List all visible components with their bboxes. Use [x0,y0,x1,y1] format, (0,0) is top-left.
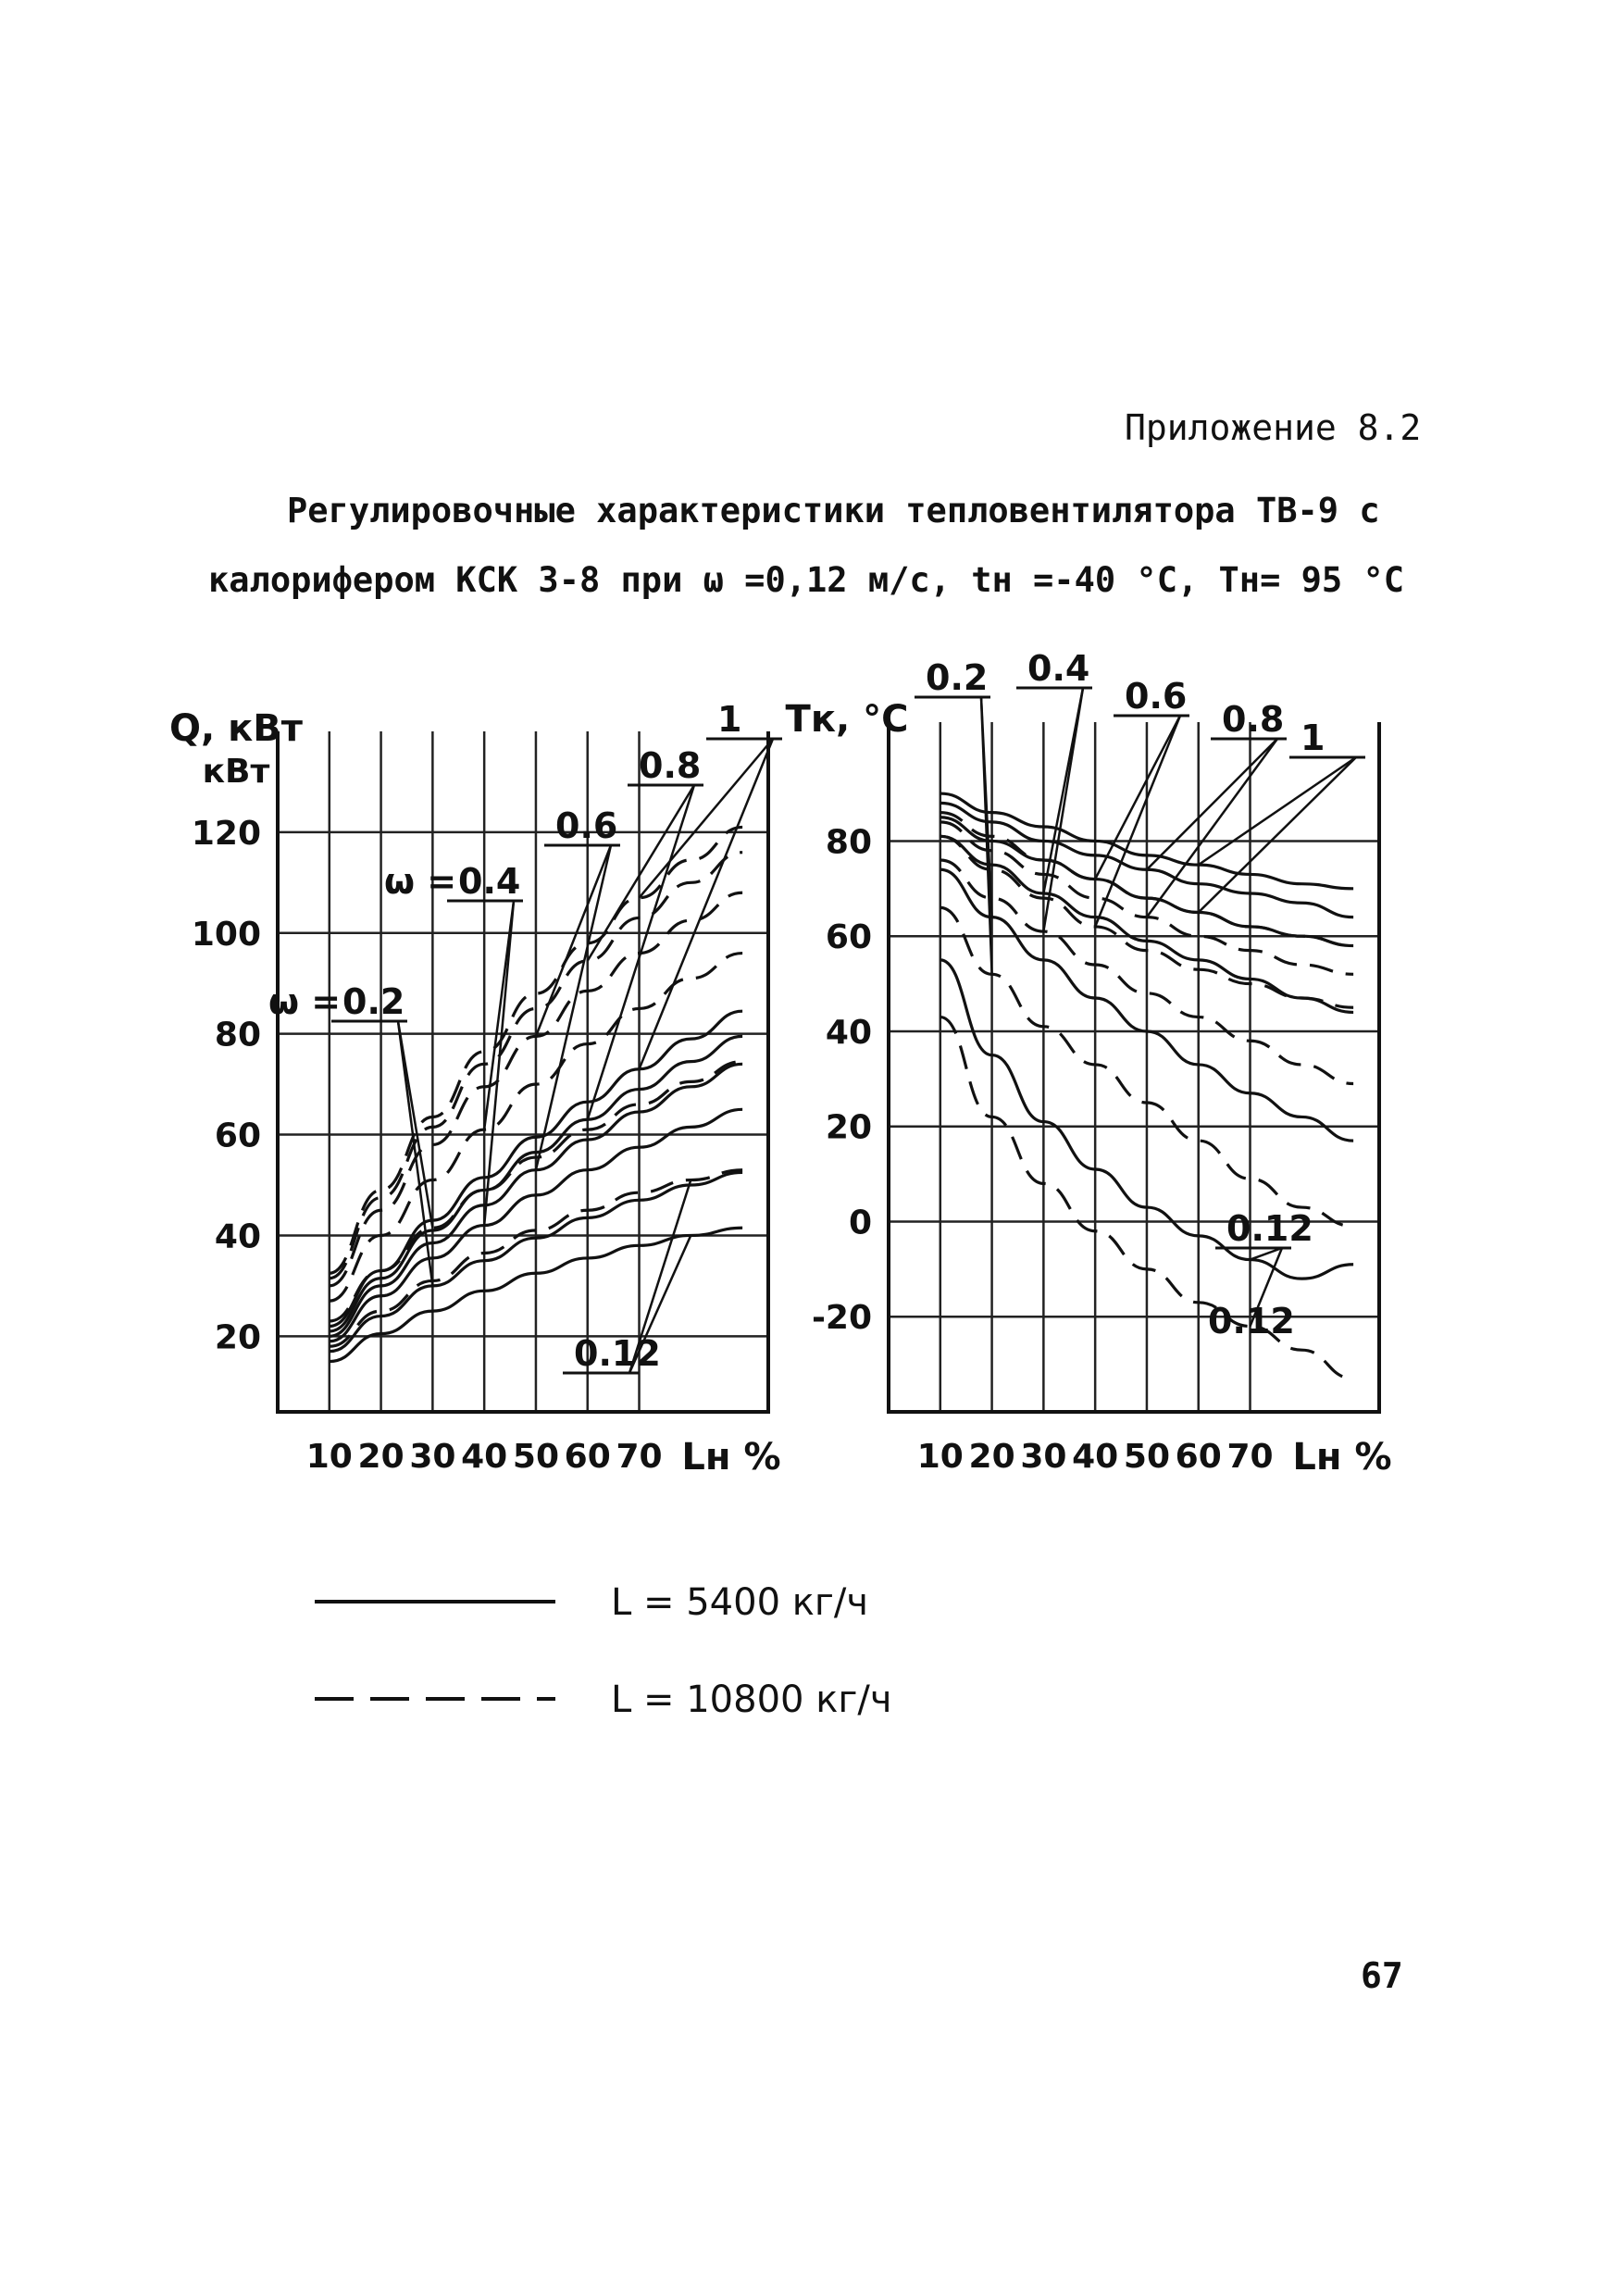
y-tick-label: 60 [825,918,872,957]
x-tick-label: 50 [512,1438,560,1476]
annotation-leader [1199,757,1356,913]
y-tick-label: 120 [191,814,261,853]
annotation-label: 1 [1301,718,1326,758]
annotation-leader [1147,739,1277,869]
annotation-leader [1147,739,1277,917]
y-tick-label: 20 [825,1108,872,1147]
y-tick-label: 80 [825,823,872,862]
annotation-label: 0.12 [1226,1208,1313,1249]
y-tick-label: 100 [191,915,261,954]
outlet-temperature-chart [786,648,1392,1479]
x-tick-label: 30 [1020,1438,1067,1476]
y-axis-label: Q, кВт [169,707,303,750]
annotation-label: 0.2 [342,981,405,1022]
annotation-label: 0.2 [926,657,989,698]
x-tick-label: 10 [305,1438,353,1476]
legend-label: L = 10800 кг/ч [611,1678,892,1721]
x-tick-label: 40 [461,1438,508,1476]
annotation-label: 0.12 [1208,1301,1295,1341]
annotation-label: 0.4 [1027,648,1090,689]
annotation-label: 0.8 [639,745,702,786]
x-tick-label: 60 [564,1438,611,1476]
chart-legend [315,1581,891,1721]
appendix-label: Приложение 8.2 [1125,407,1422,448]
annotation-omega-prefix: ω = [268,981,342,1022]
x-tick-label: 70 [616,1438,663,1476]
x-tick-label: 10 [916,1438,964,1476]
annotation-leader [398,1021,432,1228]
figure-title-line-1: Регулировочные характеристики тепловентилятора ТВ-9 с [287,491,1380,530]
figure-title-line-2: калорифером КСК 3-8 при ω =0,12 м/с, tн =-40 °С, Тн= 95 °С [208,560,1405,600]
annotation-leader [640,739,773,1069]
x-tick-label: 20 [968,1438,1015,1476]
annotation-leader [484,901,514,1129]
y-tick-label: 0 [848,1204,872,1242]
y-tick-label: 60 [214,1117,261,1155]
y-axis-label: Тк, °С [785,698,909,741]
annotation-leader [398,1021,432,1286]
x-tick-label: 20 [357,1438,404,1476]
annotation-label: 0.6 [1125,676,1188,717]
annotation-leader [1043,688,1083,931]
annotation-omega-prefix: ω = [384,861,457,902]
x-axis-label: Lн % [1292,1436,1392,1479]
x-tick-label: 40 [1072,1438,1119,1476]
y-tick-label: 20 [214,1318,261,1357]
annotation-label: 0.6 [555,805,618,846]
annotation-label: 0.8 [1222,699,1285,740]
x-tick-label: 50 [1123,1438,1171,1476]
y-axis-unit: кВт [202,753,270,791]
y-tick-label: 40 [825,1013,872,1052]
x-tick-label: 60 [1175,1438,1222,1476]
x-tick-label: 70 [1226,1438,1274,1476]
annotation-label: 1 [717,699,742,740]
annotation-leader [1199,757,1356,865]
page-number: 67 [1361,1955,1403,1996]
y-tick-label: 40 [214,1217,261,1256]
x-axis-label: Lн % [681,1436,781,1479]
legend-label: L = 5400 кг/ч [611,1581,869,1624]
x-tick-label: 30 [409,1438,456,1476]
y-tick-label: 80 [214,1016,261,1054]
heat-output-chart [169,699,782,1479]
annotation-label: 0.12 [574,1333,661,1374]
annotation-label: 0.4 [458,861,521,902]
y-tick-label: -20 [811,1299,872,1338]
annotation-leader [1095,716,1180,927]
